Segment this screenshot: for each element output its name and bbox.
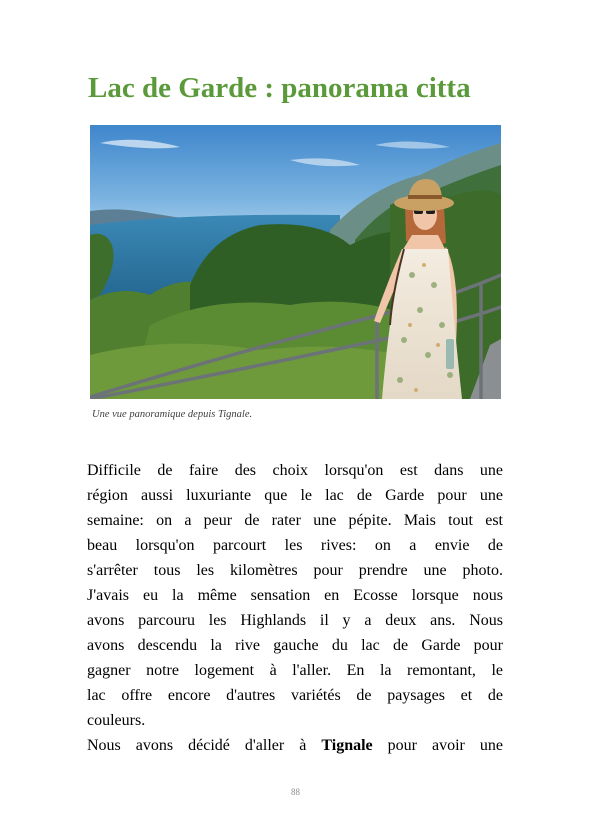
text-line: beau lorsqu'on parcourt les rives: on a envie de: [87, 537, 503, 554]
bold-place-name: Tignale: [321, 737, 373, 754]
text-line: avons parcouru les Highlands il y a deux ans. Nous: [87, 612, 503, 629]
text-line: Difficile de faire des choix lorsqu'on est dans une: [87, 462, 503, 479]
text-line: semaine: on a peur de rater une pépite. Mais tout est: [87, 512, 503, 529]
text-line: gagner notre logement à l'aller. En la remontant, le: [87, 662, 503, 679]
photo-caption: Une vue panoramique depuis Tignale.: [92, 409, 253, 420]
text-segment: Nous avons décidé d'aller à: [87, 737, 322, 754]
page-title: Lac de Garde : panorama citta: [88, 72, 471, 104]
page-number: 88: [291, 787, 300, 797]
text-line-with-bold: [87, 733, 503, 758]
text-segment: pour avoir une: [372, 737, 503, 754]
text-line: J'avais eu la même sensation en Ecosse lorsque nous: [87, 587, 503, 604]
text-line: région aussi luxuriante que le lac de Garde pour une: [87, 487, 503, 504]
text-line: avons descendu la rive gauche du lac de Garde pour: [87, 637, 503, 654]
body-paragraph: [87, 458, 503, 758]
text-line: lac offre encore d'autres variétés de paysages et de: [87, 687, 503, 704]
text-line: couleurs.: [87, 712, 146, 729]
text-line: s'arrêter tous les kilomètres pour prendre une photo.: [87, 562, 503, 579]
lake-panorama-photo: [90, 125, 501, 399]
